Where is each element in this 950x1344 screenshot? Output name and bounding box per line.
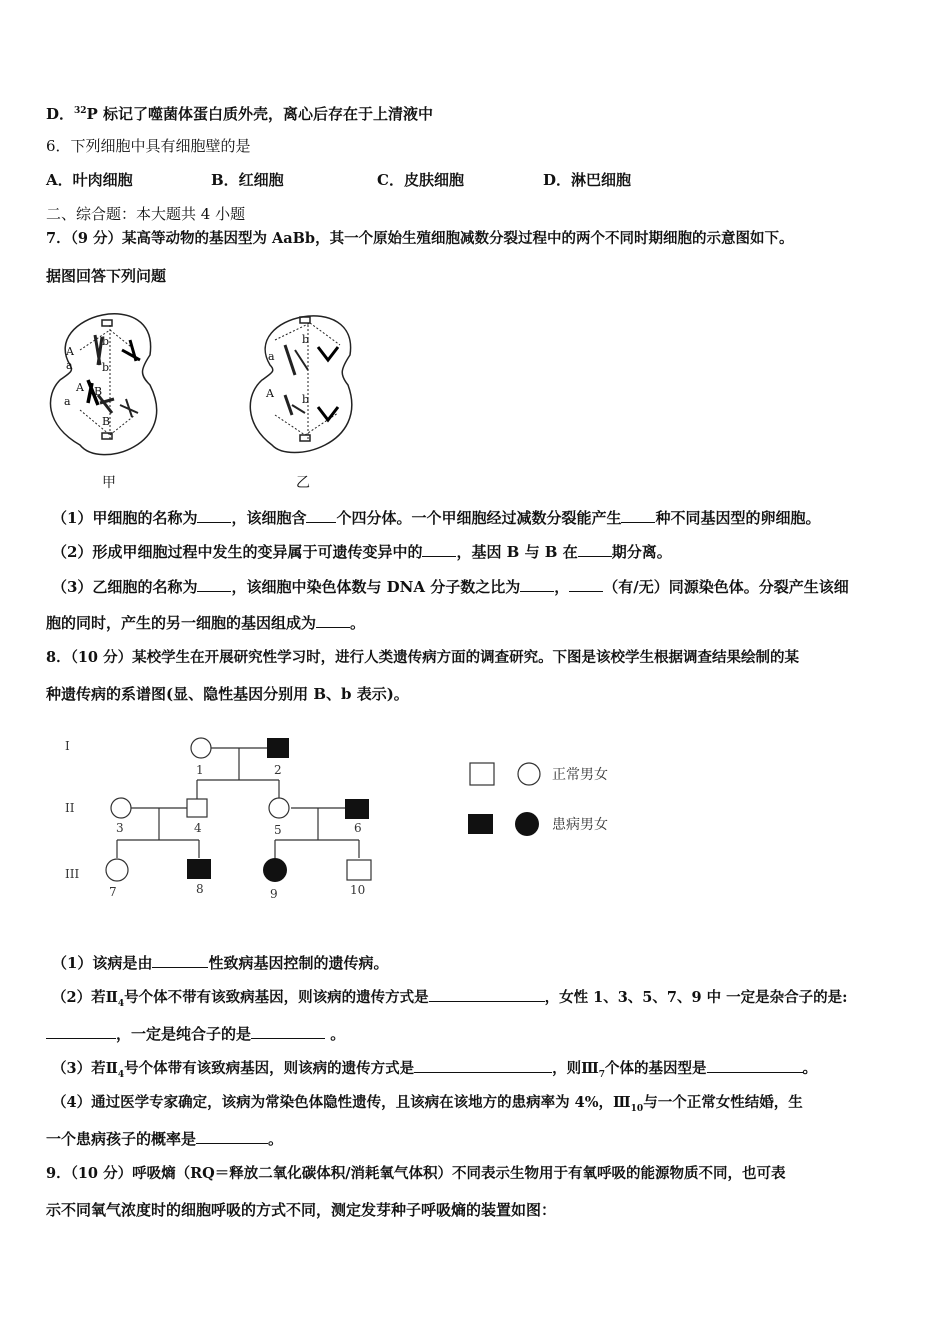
q8-sub4-line1: [52, 1093, 803, 1119]
q8-sub1-a: （1）该病是由: [52, 954, 153, 972]
q7-sub3-line1: [52, 577, 849, 597]
q8-sub4-a: （4）通过医学专家确定，该病为常染色体隐性遗传，且该病在该地方的患病率为 4%，Ⅲ: [52, 1094, 631, 1111]
q7-sub3-blank1[interactable]: [197, 577, 231, 592]
q8-sub4-blank1[interactable]: [196, 1129, 268, 1144]
q7-sub3-blank3[interactable]: [569, 577, 603, 592]
q7-sub1-a: （1）甲细胞的名称为: [52, 509, 198, 527]
pedigree-generation-labels: [65, 739, 79, 881]
gen-label-3: III: [65, 867, 80, 881]
q7-sub3-f: 。: [350, 614, 366, 632]
q7-sub1-blank1[interactable]: [197, 508, 231, 523]
q8-sub4-c: 一个患病孩子的概率是: [46, 1130, 197, 1148]
label-ind-1: 1: [196, 763, 204, 777]
q7-sub3-blank4[interactable]: [316, 613, 350, 628]
cell-jia-label-4: a: [64, 395, 71, 408]
q6-option-b: B．红细胞: [211, 171, 284, 189]
q7-sub3-b: ，该细胞中染色体数与 DNA 分子数之比为: [231, 578, 521, 596]
q8-sub2-c: ，女性 1、3、5、7、9 中 一定是杂合子的是:: [544, 989, 848, 1006]
q6-stem: 6．下列细胞中具有细胞壁的是: [46, 137, 251, 155]
q7-sub2-b: ，基因 B 与 B 在: [456, 543, 578, 561]
legend-normal-female: [518, 763, 540, 785]
q6-options: [46, 170, 631, 190]
q7-sub1: [52, 508, 821, 528]
q5-option-d-label: D．: [46, 105, 75, 123]
label-ind-9: 9: [270, 887, 278, 901]
label-ind-2: 2: [274, 763, 282, 777]
q9-stem-line1: 9．（10 分）呼吸熵（RQ＝释放二氧化碳体积/消耗氧气体积）不同表示生物用于有氧呼吸的能源物质不同，也可表: [46, 1165, 786, 1182]
label-ind-4: 4: [194, 821, 202, 835]
cell-jia-caption: 甲: [102, 475, 116, 491]
q7-sub1-blank3[interactable]: [621, 508, 655, 523]
individual-3: [111, 798, 131, 818]
cell-jia-label-3: A: [76, 381, 84, 394]
q6-option-d: D．淋巴细胞: [543, 171, 632, 189]
q7-sub3-a: （3）乙细胞的名称为: [52, 578, 198, 596]
legend-affected-female: [515, 812, 539, 836]
individual-9: [263, 858, 287, 882]
q8-sub2-d: ，一定是纯合子的是: [116, 1025, 252, 1043]
q7-stem-line1: 7．（9 分）某高等动物的基因型为 AaBb，其一个原始生殖细胞减数分裂过程中的两个不同时期细胞的示意图如下。: [46, 230, 794, 247]
label-ind-5: 5: [274, 823, 282, 837]
q8-sub3-c: ，则Ⅲ: [552, 1060, 599, 1077]
q7-cell-figure: [40, 295, 370, 495]
q7-sub3-e: 胞的同时，产生的另一细胞的基因组成为: [46, 614, 317, 632]
q8-sub3-d: 个体的基因型是: [605, 1060, 707, 1077]
q7-sub2-a: （2）形成甲细胞过程中发生的变异属于可遗传变异中的: [52, 543, 423, 561]
q7-sub2-blank1[interactable]: [422, 542, 456, 557]
cell-jia-label-5: b: [102, 335, 110, 348]
q8-sub4-a-sub: 10: [630, 1103, 644, 1114]
q8-sub3-blank2[interactable]: [707, 1058, 803, 1073]
legend-normal-label: 正常男女: [552, 767, 608, 783]
label-ind-3: 3: [116, 821, 124, 835]
q9-stem-line2: 示不同氧气浓度时的细胞呼吸的方式不同，测定发芽种子呼吸熵的装置如图：: [46, 1201, 557, 1219]
q8-sub2-line2: [46, 1024, 345, 1044]
q7-sub2-c: 期分离。: [611, 543, 672, 561]
gen-label-1: I: [65, 739, 70, 753]
q8-sub2-blank2[interactable]: [46, 1024, 116, 1039]
q8-sub1-b: 性致病基因控制的遗传病。: [208, 954, 389, 972]
q7-sub3-d: （有/无）同源染色体。分裂产生该细: [603, 578, 849, 596]
q8-stem-line1: 8．（10 分）某校学生在开展研究性学习时，进行人类遗传病方面的调查研究。下图是该校学生根据调查结果绘制的某: [46, 649, 800, 666]
q5-option-d-text: P 标记了噬菌体蛋白质外壳，离心后存在于上清液中: [86, 105, 434, 123]
q8-sub1-blank1[interactable]: [152, 953, 208, 968]
individual-7: [106, 859, 128, 881]
individual-2: [267, 738, 289, 758]
individual-4: [187, 799, 207, 817]
q7-sub1-c: 个四分体。一个甲细胞经过减数分裂能产生: [336, 509, 622, 527]
q5-option-d: [46, 101, 433, 124]
cell-yi-label-2: A: [266, 387, 274, 400]
legend-normal-male: [470, 763, 494, 785]
q8-sub3-a: （3）若Ⅱ: [52, 1060, 118, 1077]
gen-label-2: II: [65, 801, 75, 815]
q8-sub2-b: 号个体不带有该致病基因，则该病的遗传方式是: [124, 989, 429, 1006]
label-ind-10: 10: [350, 883, 366, 897]
cell-jia-label-8: B: [102, 415, 111, 428]
q8-sub2-blank1[interactable]: [429, 987, 545, 1002]
cell-yi-caption: 乙: [296, 475, 310, 491]
cell-yi-label-1: a: [268, 350, 275, 363]
q6-option-a: A．叶肉细胞: [46, 171, 133, 189]
q8-sub2-a: （2）若Ⅱ: [52, 989, 118, 1006]
section2-heading: 二、综合题：本大题共 4 小题: [46, 205, 246, 223]
q8-stem-line2: 种遗传病的系谱图(显、隐性基因分别用 B、b 表示)。: [46, 685, 409, 703]
q8-pedigree: [55, 728, 635, 908]
cell-jia-label-1: A: [66, 345, 74, 358]
q8-sub4-line2: [46, 1129, 283, 1149]
q5-option-d-sup: 32: [74, 106, 87, 116]
q7-sub3-line2: [46, 613, 365, 633]
label-ind-7: 7: [109, 885, 117, 899]
q8-sub2-line1: [52, 987, 848, 1014]
cell-jia-labels: [64, 335, 116, 491]
q7-sub1-b: ，该细胞含: [231, 509, 307, 527]
label-ind-8: 8: [196, 882, 204, 896]
q8-sub2-a-sub: 4: [117, 998, 125, 1009]
pedigree-legend: [468, 763, 608, 836]
pedigree-lines: [117, 748, 359, 858]
q7-sub1-d: 种不同基因型的卵细胞。: [655, 509, 821, 527]
q8-sub3-c-sub: 7: [598, 1069, 606, 1080]
q8-sub3-e: 。: [802, 1060, 818, 1077]
legend-affected-label: 患病男女: [552, 817, 608, 833]
label-ind-6: 6: [354, 821, 362, 835]
q8-sub3: [52, 1058, 817, 1085]
q8-sub3-blank1[interactable]: [414, 1058, 552, 1073]
individual-1: [191, 738, 211, 758]
individual-5: [269, 798, 289, 818]
q8-sub4-b: 与一个正常女性结婚，生: [643, 1094, 803, 1111]
q6-option-c: C．皮肤细胞: [377, 171, 464, 189]
q7-stem-line2: 据图回答下列问题: [46, 267, 167, 285]
q8-sub1: [52, 953, 388, 973]
cell-jia-label-2: a: [66, 359, 73, 372]
pedigree-number-labels: [109, 763, 365, 901]
q7-sub2-blank2[interactable]: [578, 542, 612, 557]
legend-affected-male: [468, 814, 493, 834]
q7-sub2: [52, 542, 672, 562]
q8-sub2-blank3[interactable]: [251, 1024, 325, 1039]
q8-sub3-a-sub: 4: [117, 1069, 125, 1080]
q8-sub2-e: 。: [325, 1025, 346, 1043]
q8-sub4-d: 。: [268, 1130, 284, 1148]
cell-yi-label-4: b: [302, 393, 310, 406]
individual-8: [187, 859, 211, 879]
cell-yi-label-3: b: [302, 333, 310, 346]
q7-sub1-blank2[interactable]: [306, 508, 336, 523]
q7-sub3-blank2[interactable]: [520, 577, 554, 592]
individual-6: [345, 799, 369, 819]
cell-jia-label-7: B: [94, 385, 103, 398]
individual-10: [347, 860, 371, 880]
q7-sub3-c: ，: [554, 578, 570, 596]
cell-jia-label-6: b: [102, 361, 110, 374]
q8-sub3-b: 号个体带有该致病基因，则该病的遗传方式是: [124, 1060, 415, 1077]
